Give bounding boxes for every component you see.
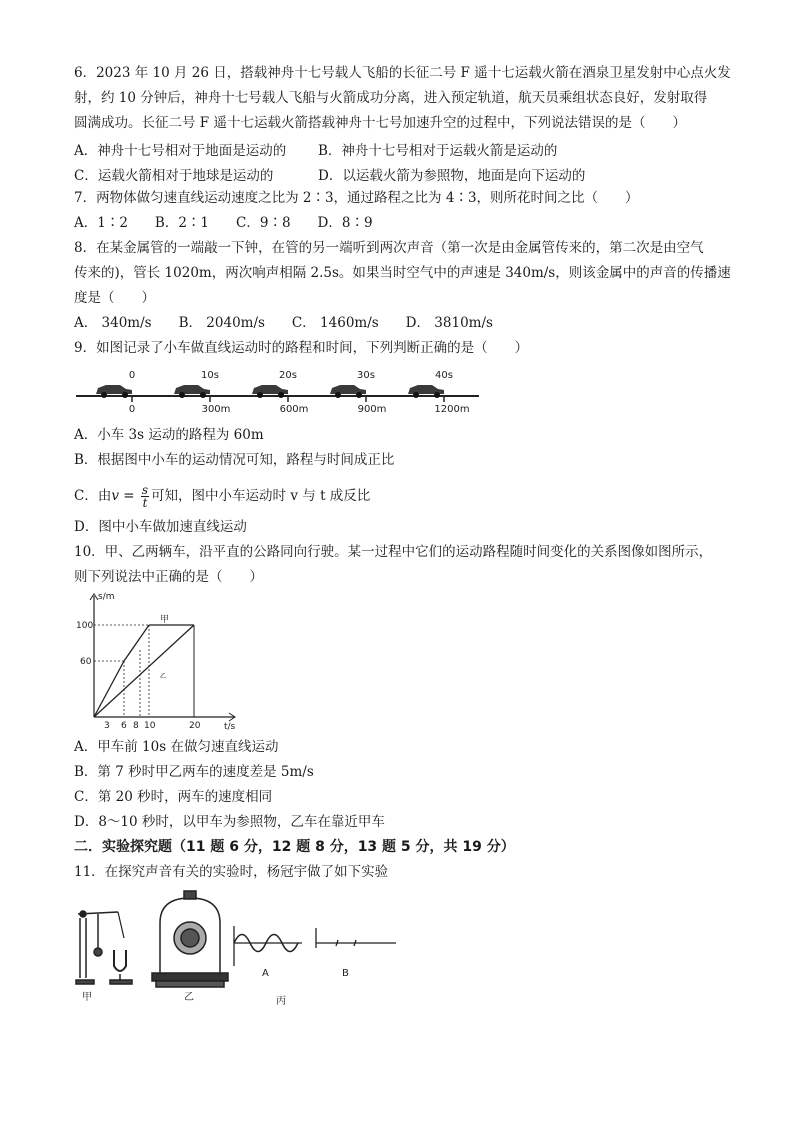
q6-option-d: D．以运载火箭为参照物，地面是向下运动的 — [318, 168, 586, 184]
formula-v: v — [111, 488, 119, 504]
distance-label: 600m — [279, 404, 309, 415]
q6-option-c: C．运载火箭相对于地球是运动的 — [74, 168, 274, 184]
q9-option-c-suffix: 可知，图中小车运动时 v 与 t 成反比 — [151, 488, 371, 504]
q10-stem-line2: 则下列说法中正确的是（ ） — [74, 569, 263, 585]
q9-option-c-prefix: C．由 — [74, 488, 112, 504]
time-label: 0 — [128, 370, 136, 381]
series-jia-segment1 — [94, 661, 124, 717]
label-b: B — [342, 968, 349, 979]
label-a: A — [262, 968, 269, 979]
q7-stem: 7．两物体做匀速直线运动速度之比为 2∶3，通过路程之比为 4∶3，则所花时间之比（ ） — [74, 190, 639, 206]
q9-stem: 9．如图记录了小车做直线运动时的路程和时间，下列判断正确的是（ ） — [74, 340, 529, 356]
series-jia-label: 甲 — [160, 615, 170, 625]
q9-option-c — [74, 482, 370, 510]
q9-option-b: B．根据图中小车的运动情况可知，路程与时间成正比 — [74, 452, 395, 468]
x-tick-8: 8 — [133, 721, 139, 731]
q11-stem: 11．在探究声音有关的实验时，杨冠宇做了如下实验 — [74, 864, 389, 880]
label-yi: 乙 — [184, 992, 194, 1003]
time-label: 40s — [435, 370, 453, 381]
q8-options: A． 340m/s B． 2040m/s C． 1460m/s D． 3810m/s — [74, 315, 493, 331]
distance-label: 1200m — [434, 404, 470, 415]
x-tick-20: 20 — [189, 721, 201, 731]
q6-option-a: A．神舟十七号相对于地面是运动的 — [74, 143, 287, 159]
q11-figure — [70, 888, 410, 1008]
x-tick-6: 6 — [121, 721, 127, 731]
q10-option-d: D．8～10 秒时，以甲车为参照物，乙车在靠近甲车 — [74, 814, 385, 830]
q10-option-a: A．甲车前 10s 在做匀速直线运动 — [74, 739, 279, 755]
label-bing: 丙 — [276, 996, 286, 1007]
q8-stem-line3: 度是（ ） — [74, 290, 155, 306]
y-axis-label: s/m — [98, 592, 115, 602]
q7-options: A．1∶2 B．2∶1 C．9∶8 D．8∶9 — [74, 215, 373, 231]
x-tick-10: 10 — [144, 721, 156, 731]
q6-stem-line3: 圆满成功。长征二号 F 遥十七运载火箭搭载神舟十七号加速升空的过程中，下列说法错误的是（ ） — [74, 115, 686, 131]
time-label: 10s — [201, 370, 219, 381]
q6-stem-line1: 6．2023 年 10 月 26 日，搭载神舟十七号载人飞船的长征二号 F 遥十七运载火箭在酒泉卫星发射中心点火发 — [74, 65, 731, 81]
section-heading: 二．实验探究题（11 题 6 分，12 题 8 分，13 题 5 分，共 19 分） — [74, 839, 515, 855]
bell-jar — [152, 891, 228, 987]
x-tick-3: 3 — [104, 721, 110, 731]
q6-option-b: B．神舟十七号相对于运载火箭是运动的 — [318, 143, 558, 159]
distance-label: 900m — [357, 404, 387, 415]
fraction-numerator: s — [141, 483, 149, 497]
q10-option-c: C．第 20 秒时，两车的速度相同 — [74, 789, 273, 805]
label-jia: 甲 — [82, 992, 92, 1003]
q9-option-d: D．图中小车做加速直线运动 — [74, 519, 247, 535]
time-label: 30s — [357, 370, 375, 381]
waveform-a — [234, 926, 302, 966]
x-axis-label: t/s — [224, 722, 236, 732]
q9-option-a: A．小车 3s 运动的路程为 60m — [74, 427, 264, 443]
q10-option-b: B．第 7 秒时甲乙两车的速度差是 5m/s — [74, 764, 314, 780]
series-yi-label: 乙 — [160, 673, 167, 680]
q8-stem-line2: 传来的)，管长 1020m，两次响声相隔 2.5s。如果当时空气中的声速是 340m/s，则该金属中的声音的传播速 — [74, 265, 731, 281]
waveform-b — [316, 928, 396, 948]
q10-stem-line1: 10．甲、乙两辆车，沿平直的公路同向行驶。某一过程中它们的运动路程随时间变化的关系图像如图所示， — [74, 544, 713, 560]
y-tick-60: 60 — [80, 657, 92, 667]
q9-car-figure — [74, 364, 484, 416]
distance-label: 0 — [128, 404, 136, 415]
tuning-fork-apparatus — [76, 911, 132, 984]
distance-label: 300m — [201, 404, 231, 415]
series-jia-segment2 — [124, 625, 149, 661]
formula-equals: = — [118, 488, 139, 504]
y-tick-100: 100 — [76, 621, 94, 631]
q6-stem-line2: 射，约 10 分钟后，神舟十七号载人飞船与火箭成功分离，进入预定轨道，航天员乘组状态良好，发射取得 — [74, 90, 708, 106]
q8-stem-line1: 8．在某金属管的一端敲一下钟，在管的另一端听到两次声音（第一次是由金属管传来的，第二次是由空气 — [74, 240, 704, 256]
q10-graph — [74, 590, 244, 732]
fraction-denominator: t — [142, 496, 148, 510]
series-yi-line — [94, 625, 194, 717]
formula-fraction — [141, 484, 149, 509]
time-label: 20s — [279, 370, 297, 381]
